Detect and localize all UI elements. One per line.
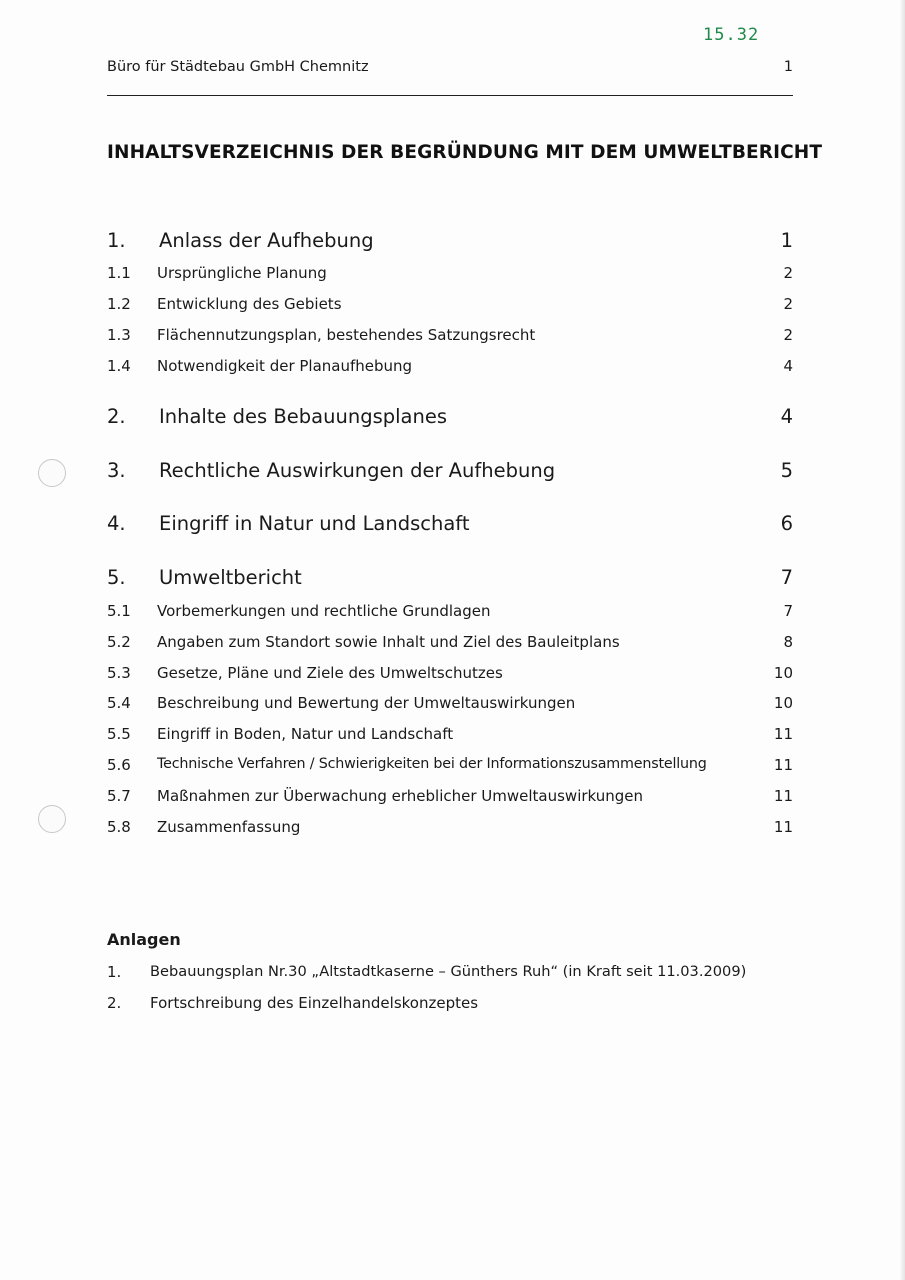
toc-entry-page: 10 <box>773 664 793 682</box>
punch-hole-icon <box>38 459 66 487</box>
toc-entry-5-4 <box>107 694 793 716</box>
anlage-label: Bebauungsplan Nr.30 „Altstadtkaserne – Günthers Ruh“ (in Kraft seit 11.03.2009) <box>150 963 747 980</box>
toc-entry-5-8 <box>107 818 793 840</box>
toc-entry-5 <box>107 566 793 596</box>
anlage-label: Fortschreibung des Einzelhandelskonzeptes <box>150 994 479 1012</box>
toc-entry-1-1 <box>107 264 793 286</box>
toc-entry-label: Eingriff in Natur und Landschaft <box>159 512 470 535</box>
toc-entry-5-6 <box>107 756 793 778</box>
toc-entry-number: 1.4 <box>107 357 131 375</box>
toc-entry-number: 1. <box>107 229 126 252</box>
toc-entry-label: Notwendigkeit der Planaufhebung <box>157 357 413 375</box>
toc-entry-page: 11 <box>773 787 793 805</box>
toc-entry-label: Anlass der Aufhebung <box>159 229 374 252</box>
toc-entry-page: 11 <box>773 756 793 774</box>
toc-entry-number: 5. <box>107 566 126 589</box>
toc-entry-number: 1.1 <box>107 264 131 282</box>
anlage-number: 2. <box>107 994 122 1012</box>
toc-entry-label: Maßnahmen zur Überwachung erheblicher Umweltauswirkungen <box>157 787 644 805</box>
toc-entry-number: 2. <box>107 405 126 428</box>
toc-entry-number: 5.8 <box>107 818 131 836</box>
toc-entry-page: 8 <box>783 633 793 651</box>
toc-entry-label: Inhalte des Bebauungsplanes <box>159 405 447 428</box>
toc-entry-4 <box>107 512 793 542</box>
toc-entry-5-2 <box>107 633 793 655</box>
toc-entry-page: 2 <box>783 326 793 344</box>
toc-entry-label: Umweltbericht <box>159 566 302 589</box>
toc-entry-label: Eingriff in Boden, Natur und Landschaft <box>157 725 454 743</box>
toc-entry-5-3 <box>107 664 793 686</box>
toc-entry-label: Angaben zum Standort sowie Inhalt und Ziel des Bauleitplans <box>157 633 620 651</box>
header-company: Büro für Städtebau GmbH Chemnitz <box>107 59 369 75</box>
anlagen-heading: Anlagen <box>107 930 181 949</box>
toc-entry-number: 1.3 <box>107 326 131 344</box>
toc-entry-page: 4 <box>783 357 793 375</box>
toc-entry-number: 5.6 <box>107 756 131 774</box>
toc-entry-label: Zusammenfassung <box>157 818 301 836</box>
toc-entry-number: 3. <box>107 459 126 482</box>
toc-entry-label: Entwicklung des Gebiets <box>157 295 342 313</box>
toc-entry-page: 7 <box>780 566 793 589</box>
toc-entry-label: Technische Verfahren / Schwierigkeiten bei der Informationszusammenstellung <box>157 756 707 772</box>
toc-entry-1-4 <box>107 357 793 379</box>
toc-entry-5-1 <box>107 602 793 624</box>
handwritten-note: 15.32 <box>703 25 760 45</box>
toc-entry-number: 5.7 <box>107 787 131 805</box>
toc-entry-5-5 <box>107 725 793 747</box>
header-divider <box>107 95 793 96</box>
toc-entry-number: 4. <box>107 512 126 535</box>
toc-entry-page: 2 <box>783 295 793 313</box>
toc-entry-page: 2 <box>783 264 793 282</box>
page-title: INHALTSVERZEICHNIS DER BEGRÜNDUNG MIT DEM UMWELTBERICHT <box>107 142 823 163</box>
toc-entry-page: 1 <box>780 229 793 252</box>
toc-entry-page: 11 <box>773 725 793 743</box>
page-edge-shadow <box>899 0 905 1280</box>
toc-entry-label: Rechtliche Auswirkungen der Aufhebung <box>159 459 556 482</box>
toc-entry-number: 5.5 <box>107 725 131 743</box>
toc-entry-label: Gesetze, Pläne und Ziele des Umweltschutzes <box>157 664 503 682</box>
toc-entry-number: 1.2 <box>107 295 131 313</box>
toc-entry-label: Vorbemerkungen und rechtliche Grundlagen <box>157 602 491 620</box>
page-header <box>107 59 793 79</box>
toc-entry-page: 5 <box>780 459 793 482</box>
punch-hole-icon <box>38 805 66 833</box>
toc-entry-3 <box>107 459 793 489</box>
toc-entry-label: Beschreibung und Bewertung der Umweltauswirkungen <box>157 694 576 712</box>
toc-entry-page: 7 <box>783 602 793 620</box>
toc-entry-2 <box>107 405 793 435</box>
toc-entry-label: Flächennutzungsplan, bestehendes Satzungsrecht <box>157 326 536 344</box>
toc-entry-number: 5.4 <box>107 694 131 712</box>
header-page-number: 1 <box>783 59 793 75</box>
toc-entry-number: 5.1 <box>107 602 131 620</box>
toc-entry-number: 5.3 <box>107 664 131 682</box>
toc-entry-page: 11 <box>773 818 793 836</box>
toc-entry-5-7 <box>107 787 793 809</box>
anlage-number: 1. <box>107 963 122 981</box>
toc-entry-page: 6 <box>780 512 793 535</box>
toc-entry-page: 10 <box>773 694 793 712</box>
toc-entry-1-2 <box>107 295 793 317</box>
toc-entry-label: Ursprüngliche Planung <box>157 264 327 282</box>
toc-entry-number: 5.2 <box>107 633 131 651</box>
toc-entry-1-3 <box>107 326 793 348</box>
toc-entry-1 <box>107 229 793 259</box>
toc-entry-page: 4 <box>780 405 793 428</box>
